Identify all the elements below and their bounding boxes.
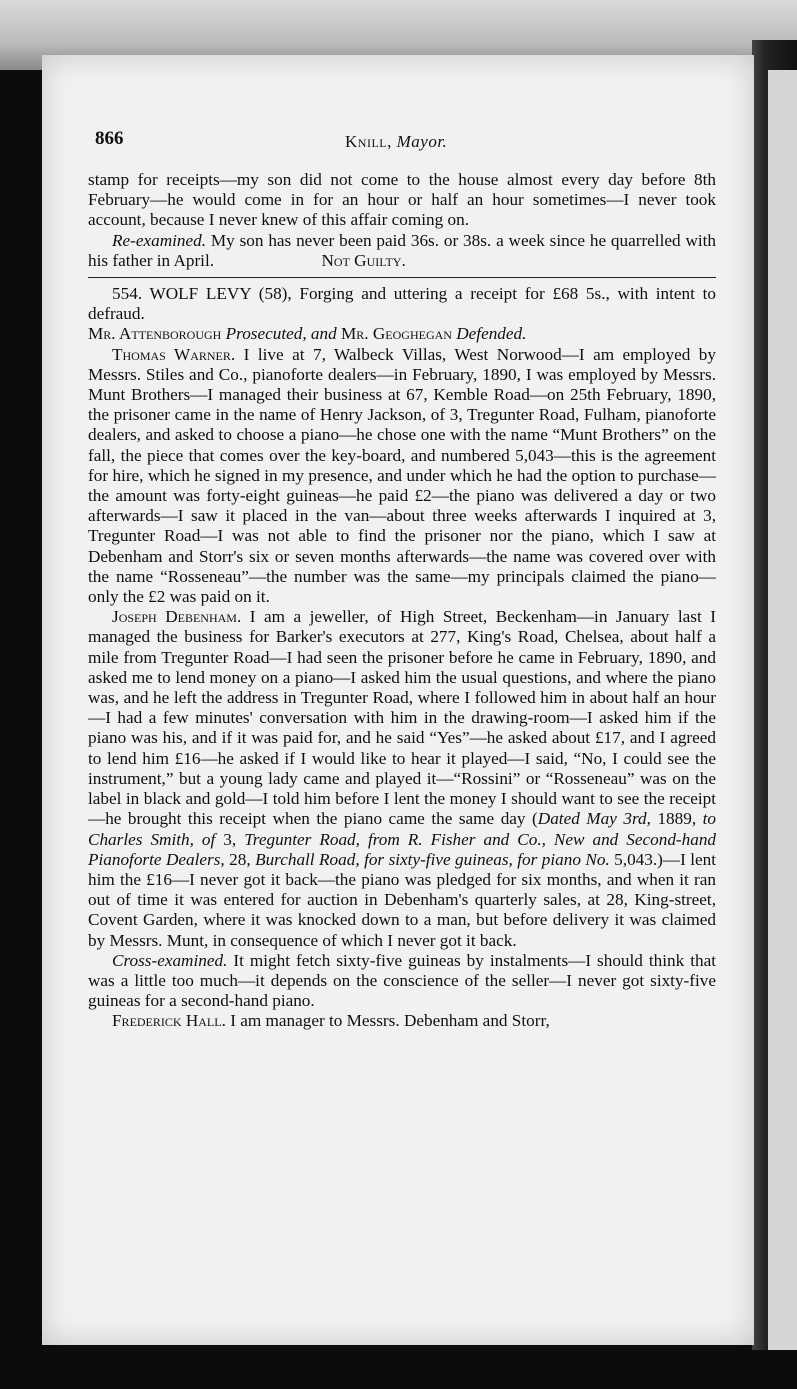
counsel-line (88, 324, 716, 344)
receipt-quote-plain: 3, (215, 829, 245, 849)
testimony-text: I live at 7, Walbeck Villas, West Norwood—I am employed by Messrs. Stiles and Co., pianoforte dealers—in February, 1890, I was employed by Messrs. Munt Brothers—I managed their business at 67, Kemble Road—on 25th February, 1890, the prisoner came in the name of Henry Jackson, of 3, Tregunter Road, Fulham, pianoforte dealers, and asked to choose a piano—he chose one with the name “Munt Brothers” on the fall, the piece that comes over the key-board, and numbered 5,043—this is the agreement for hire, which he signed in my presence, and under which he had the option to purchase—the amount was forty-eight guineas—he paid £2—the piano was delivered a day or two afterwards—I saw it placed in the van—about three weeks afterwards I inquired at 3, Tregunter Road—I was not able to find the prisoner nor the piano, which I saw at Debenham and Storr's six or seven months afterwards—the name was covered over with the name “Rosseneau”—the number was the same—my principals claimed the piano—only the £2 was paid on it. (88, 344, 716, 607)
running-head-title: Mayor. (396, 132, 448, 151)
testimony-paragraph (88, 345, 716, 608)
prosecution-role: Prosecuted, and (221, 324, 341, 344)
case-divider (88, 277, 716, 278)
receipt-quote: Dated May 3rd, (537, 809, 651, 829)
page-body (88, 170, 716, 1032)
cross-examined-label: Cross-examined. (112, 950, 228, 970)
facing-page-edge (768, 70, 797, 1350)
defence-counsel: Mr. Geoghegan (341, 324, 452, 344)
testimony-text: 5,043.)—I lent him the £16—I never got it back—the piano was pledged for six months, and when it ran out of time it was entered for auction in Debenham's quarterly sales, at 28, King-street, Covent Garden, where it was knocked down to a man, but before delivery it was claimed by Messrs. Munt, in consequence of which I never got it back. (88, 849, 717, 950)
receipt-quote: to Charles Smith, of (88, 809, 717, 849)
witness-name: Thomas Warner. (112, 344, 236, 364)
witness-name: Joseph Debenham. (112, 607, 242, 627)
running-head-name: Knill, (345, 132, 392, 151)
receipt-quote-plain: 1889, (650, 809, 703, 829)
defence-role: Defended. (451, 324, 527, 344)
page-number: 866 (95, 128, 124, 149)
testimony-text: It might fetch sixty-five guineas by instalments—I should think that was a little too much—it depends on the conscience of the seller—I never got sixty-five guineas for a second-hand piano. (88, 950, 716, 1011)
cross-examination-paragraph (88, 951, 716, 1012)
receipt-quote-plain: 28, (224, 849, 256, 869)
reexamined-label: Re-examined. (112, 230, 207, 250)
testimony-text: I am manager to Messrs. Debenham and Storr, (225, 1011, 550, 1031)
reexamination-paragraph (88, 231, 716, 271)
running-head (345, 132, 447, 152)
prosecution-counsel: Mr. Attenborough (88, 324, 222, 344)
witness-name: Frederick Hall. (112, 1011, 226, 1031)
testimony-paragraph (88, 607, 716, 950)
previous-case-continuation: stamp for receipts—my son did not come to the house almost every day before 8th February—he would come in for an hour or half an hour sometimes—I never took account, because I never knew of this affair coming on. (88, 170, 716, 230)
testimony-paragraph (88, 1011, 716, 1031)
testimony-text: I am a jeweller, of High Street, Beckenham—in January last I managed the business for Barker's executors at 277, King's Road, Chelsea, about half a mile from Tregunter Road—I had seen the prisoner before he came in February, 1890, and asked me to lend money on a piano—I asked him the usual questions, and where the piano was, and he left the address in Tregunter Road, where I followed him in about half an hour—I had a few minutes' conversation with him in the drawing-room—I asked him if the piano was his, and if it was paid for, and he said “Yes”—he asked about £17, and I agreed to lend him £16—he asked if I would like to hear it played—I said, “No, I could see the instrument,” but a young lady came and played it—“Rossini” or “Rosseneau” was on the label in black and gold—I told him before I lent the money I should want to see the receipt—he brought this receipt when the piano came the same day ( (88, 607, 716, 829)
page-header (95, 128, 715, 156)
case-heading: 554. WOLF LEVY (58), Forging and uttering a receipt for £68 5s., with intent to defraud. (88, 284, 716, 324)
receipt-quote: Tregunter Road, from R. Fisher and Co., New and Second-hand Pianoforte Dealers, (88, 829, 717, 869)
reexamination-text: My son has never been paid 36s. or 38s. a week since he quarrelled with his father in April. (88, 230, 716, 270)
receipt-quote: Burchall Road, for sixty-five guineas, for piano No. (255, 849, 610, 869)
verdict: Not Guilty. (321, 250, 406, 270)
